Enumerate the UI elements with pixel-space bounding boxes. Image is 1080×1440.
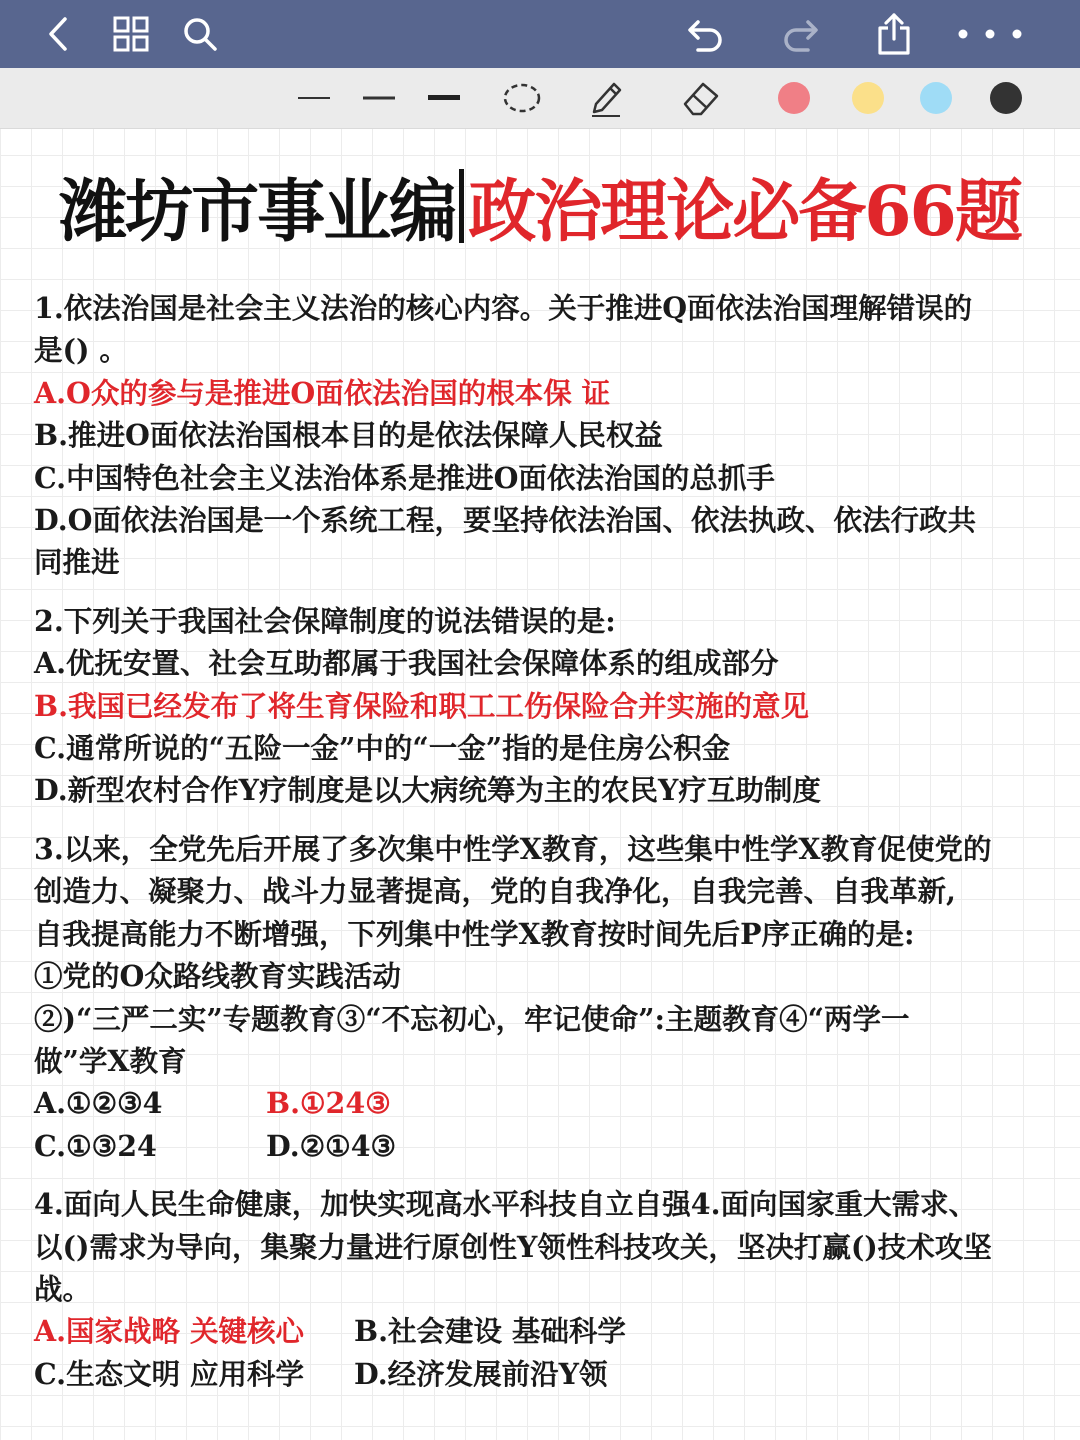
blue-swatch bbox=[920, 82, 952, 114]
question-stem-line: 是() 。 bbox=[34, 333, 128, 368]
answer-option: D.经济发展前沿Y领 bbox=[354, 1356, 608, 1391]
question-stem-line: ②)“三严二实”专题教育③“不忘初心，牢记使命”:主题教育④“两学一 bbox=[34, 1001, 910, 1036]
pink-swatch bbox=[778, 82, 810, 114]
lasso-tool[interactable] bbox=[498, 76, 546, 120]
title-divider bbox=[459, 169, 464, 243]
back-button[interactable] bbox=[34, 10, 82, 58]
eraser-icon bbox=[679, 78, 721, 118]
pen-width-thin[interactable] bbox=[290, 76, 338, 120]
answer-option: C.中国特色社会主义法治体系是推进O面依法治国的总抓手 bbox=[34, 460, 775, 495]
answer-option-correct: A.O众的参与是推进O面依法治国的根本保 证 bbox=[34, 375, 611, 410]
answer-option: C.①③24 bbox=[34, 1128, 157, 1163]
option-row bbox=[34, 1310, 1049, 1352]
medium-line-icon bbox=[363, 95, 395, 101]
yellow-swatch bbox=[852, 82, 884, 114]
undo-button[interactable] bbox=[682, 10, 730, 58]
redo-icon bbox=[780, 14, 820, 54]
question-stem-line: 4.面向人民生命健康，加快实现高水平科技自立自强4.面向国家重大需求、 bbox=[34, 1187, 978, 1222]
answer-option-correct: B.①24③ bbox=[266, 1086, 391, 1121]
question-stem-line: 创造力、凝聚力、战斗力显著提高，党的自我净化，自我完善、自我革新, bbox=[34, 874, 956, 909]
color-yellow[interactable] bbox=[844, 76, 892, 120]
option-row bbox=[34, 1082, 1049, 1124]
note-content bbox=[34, 287, 1049, 1395]
answer-option: B.社会建设 基础科学 bbox=[354, 1314, 626, 1349]
lasso-icon bbox=[502, 81, 542, 115]
grid-icon bbox=[112, 15, 150, 53]
option-row bbox=[34, 1125, 1049, 1167]
question-stem-line: 以()需求为导向，集聚力量进行原创性Y领性科技攻关，坚决打赢()技术攻坚 bbox=[34, 1229, 992, 1264]
question-stem-line: 1.依法治国是社会主义法治的核心内容。关于推进Q面依法治国理解错误的 bbox=[34, 291, 973, 325]
question-stem-line: 2.下列关于我国社会保障制度的说法错误的是: bbox=[34, 603, 616, 638]
search-icon bbox=[181, 15, 219, 53]
title-left: 潍坊市事业编 bbox=[59, 172, 456, 252]
black-swatch bbox=[990, 82, 1022, 114]
question-1 bbox=[34, 287, 1049, 584]
color-pink[interactable] bbox=[770, 76, 818, 120]
question-3 bbox=[34, 828, 1049, 1167]
question-stem-line: ①党的O众路线教育实践活动 bbox=[34, 959, 401, 994]
grid-button[interactable] bbox=[107, 10, 155, 58]
answer-option: D.新型农村合作Y疗制度是以大病统筹为主的农民Y疗互助制度 bbox=[34, 773, 821, 808]
back-icon bbox=[43, 16, 73, 52]
title-right: 政治理论必备66题 bbox=[468, 172, 1021, 252]
answer-option: 同推进 bbox=[34, 545, 120, 580]
pencil-icon bbox=[586, 78, 626, 118]
answer-option: C.生态文明 应用科学 bbox=[34, 1356, 305, 1391]
answer-option: D.O面依法治国是一个系统工程，要坚持依法治国、依法执政、依法行政共 bbox=[34, 503, 976, 538]
redo-button[interactable] bbox=[776, 10, 824, 58]
share-button[interactable] bbox=[870, 10, 918, 58]
answer-option: C.通常所说的“五险一金”中的“一金”指的是住房公积金 bbox=[34, 731, 731, 766]
pen-width-thick[interactable] bbox=[420, 76, 468, 120]
question-stem-line: 自我提高能力不断增强，下列集中性学X教育按时间先后P序正确的是: bbox=[34, 916, 915, 951]
answer-option-correct: A.国家战略 关键核心 bbox=[34, 1314, 304, 1349]
pen-toolbar bbox=[0, 68, 1080, 129]
answer-option: D.②①4③ bbox=[266, 1128, 397, 1163]
top-toolbar bbox=[0, 0, 1080, 68]
pen-width-medium[interactable] bbox=[355, 76, 403, 120]
thick-line-icon bbox=[428, 94, 460, 102]
answer-option-correct: B.我国已经发布了将生育保险和职工工伤保险合并实施的意见 bbox=[34, 688, 810, 723]
question-2 bbox=[34, 600, 1049, 812]
question-4 bbox=[34, 1183, 1049, 1395]
eraser-tool[interactable] bbox=[676, 76, 724, 120]
search-button[interactable] bbox=[176, 10, 224, 58]
option-row bbox=[34, 1353, 1049, 1395]
more-icon bbox=[955, 28, 1025, 40]
answer-option: A.①②③4 bbox=[34, 1086, 163, 1121]
answer-option: A.优抚安置、社会互助都属于我国社会保障体系的组成部分 bbox=[34, 646, 779, 681]
page-title bbox=[0, 168, 1080, 256]
more-button[interactable] bbox=[950, 10, 1030, 58]
color-blue[interactable] bbox=[912, 76, 960, 120]
thin-line-icon bbox=[298, 95, 330, 101]
answer-option: B.推进O面依法治国根本目的是依法保障人民权益 bbox=[34, 418, 663, 453]
question-stem-line: 3.以来，全党先后开展了多次集中性学X教育，这些集中性学X教育促使党的 bbox=[34, 831, 992, 866]
undo-icon bbox=[686, 14, 726, 54]
share-icon bbox=[874, 12, 914, 56]
question-stem-line: 做”学X教育 bbox=[34, 1043, 187, 1078]
pencil-tool[interactable] bbox=[582, 76, 630, 120]
question-stem-line: 战。 bbox=[34, 1271, 92, 1306]
color-black[interactable] bbox=[982, 76, 1030, 120]
